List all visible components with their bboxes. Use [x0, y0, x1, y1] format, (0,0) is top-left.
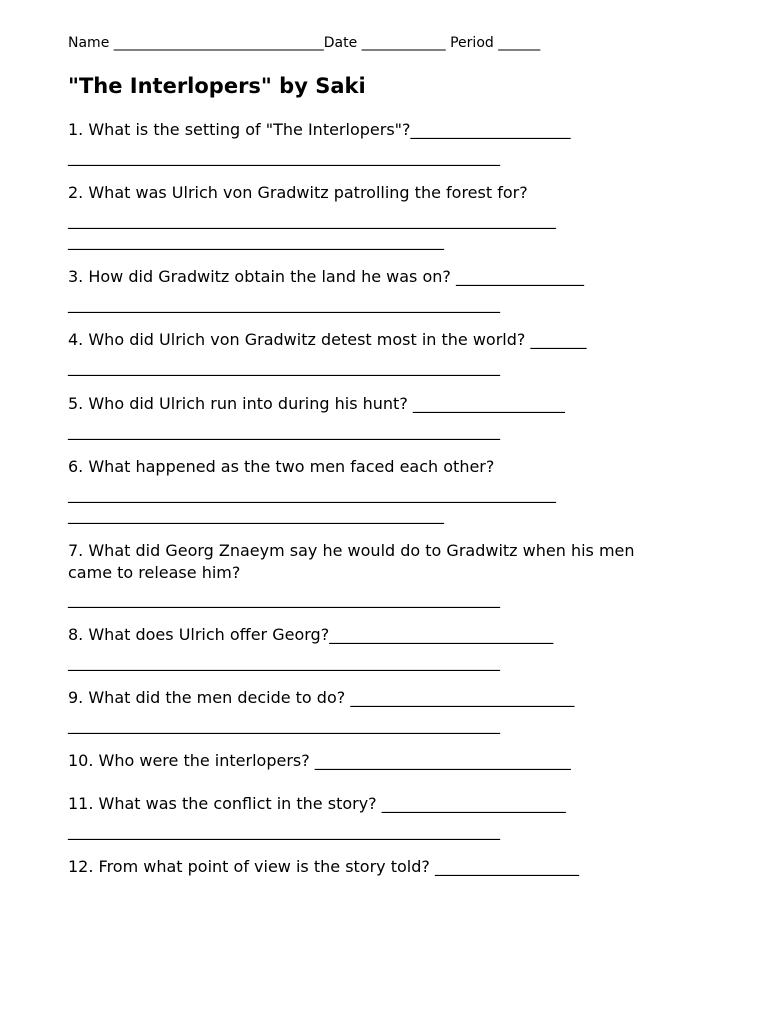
answer-line: _______________________________________________ — [68, 505, 444, 524]
worksheet-title: "The Interlopers" by Saki — [68, 74, 366, 98]
answer-line: ______________________________________________________ — [68, 589, 500, 608]
question-text: 1. What is the setting of "The Interlopers"?____________________ — [68, 120, 571, 139]
answer-line: ______________________________________________________ — [68, 147, 500, 166]
question-text: 3. How did Gradwitz obtain the land he was on? ________________ — [68, 267, 584, 286]
question-text: 6. What happened as the two men faced each other? — [68, 457, 495, 476]
question-text: 2. What was Ulrich von Gradwitz patrolling the forest for? — [68, 183, 528, 202]
question-text: 7. What did Georg Znaeym say he would do to Gradwitz when his men — [68, 541, 635, 560]
answer-line: ______________________________________________________ — [68, 357, 500, 376]
question-text: 10. Who were the interlopers? ________________________________ — [68, 751, 571, 770]
answer-line: ______________________________________________________ — [68, 821, 500, 840]
question-text: 5. Who did Ulrich run into during his hunt? ___________________ — [68, 394, 565, 413]
question-text: 4. Who did Ulrich von Gradwitz detest most in the world? _______ — [68, 330, 587, 349]
header-line: Name ______________________________Date ____________ Period ______ — [68, 35, 541, 51]
answer-line: ______________________________________________________ — [68, 421, 500, 440]
answer-line: ______________________________________________________ — [68, 652, 500, 671]
question-text: 9. What did the men decide to do? ____________________________ — [68, 688, 575, 707]
question-text: 8. What does Ulrich offer Georg?____________________________ — [68, 625, 554, 644]
answer-line: _____________________________________________________________ — [68, 210, 556, 229]
answer-line: _____________________________________________________________ — [68, 484, 556, 503]
question-text: 12. From what point of view is the story told? __________________ — [68, 857, 579, 876]
question-text: 11. What was the conflict in the story? _______________________ — [68, 794, 566, 813]
answer-line: ______________________________________________________ — [68, 294, 500, 313]
answer-line: _______________________________________________ — [68, 231, 444, 250]
question-text-continued: came to release him? — [68, 563, 241, 582]
answer-line: ______________________________________________________ — [68, 715, 500, 734]
